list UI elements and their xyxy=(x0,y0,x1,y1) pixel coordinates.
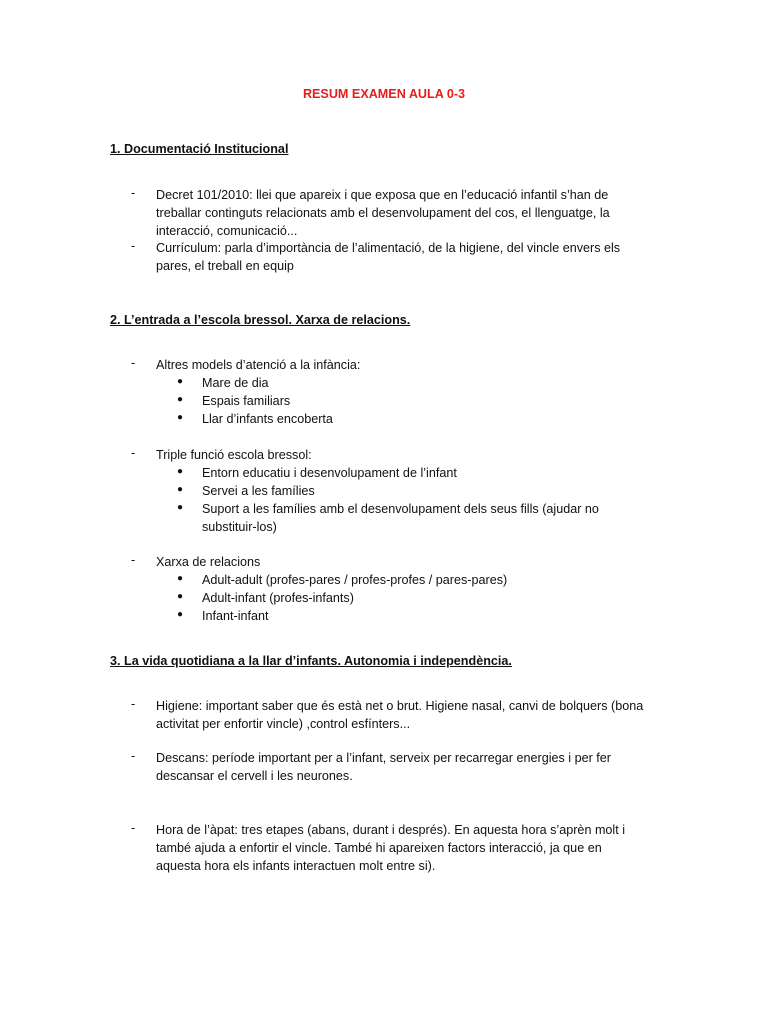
list-item xyxy=(156,239,676,275)
section-heading-3: 3. La vida quotidiana a la llar d’infants. Autonomia i independència. xyxy=(110,654,512,668)
list-item xyxy=(156,446,676,464)
bullet-marker: ● xyxy=(177,609,184,620)
list-item xyxy=(156,186,676,240)
text-line: Xarxa de relacions xyxy=(156,555,261,569)
list-item xyxy=(156,749,676,785)
bullet-marker: ● xyxy=(177,502,184,513)
text-line: interacció, comunicació... xyxy=(156,224,298,238)
text-line: Suport a les famílies amb el desenvolupament dels seus fills (ajudar no xyxy=(202,502,599,516)
sub-list-item xyxy=(202,374,642,392)
text-line: Triple funció escola bressol: xyxy=(156,448,312,462)
text-line: Entorn educatiu i desenvolupament de l’infant xyxy=(202,466,457,480)
section-heading-2: 2. L’entrada a l’escola bressol. Xarxa de relacions. xyxy=(110,313,411,327)
text-line: pares, el treball en equip xyxy=(156,259,294,273)
text-line: Descans: període important per a l’infant, serveix per recarregar energies i per fer xyxy=(156,751,611,765)
document-title: RESUM EXAMEN AULA 0-3 xyxy=(302,87,466,101)
section-heading-1: 1. Documentació Institucional xyxy=(110,142,289,156)
dash-marker: - xyxy=(131,239,136,253)
text-line: treballar continguts relacionats amb el desenvolupament del cos, el llenguatge, la xyxy=(156,206,610,220)
sub-list-item xyxy=(202,482,642,500)
bullet-marker: ● xyxy=(177,376,184,387)
list-item xyxy=(156,821,676,875)
text-line: Higiene: important saber que és està net o brut. Higiene nasal, canvi de bolquers (bona xyxy=(156,699,644,713)
sub-list-item xyxy=(202,392,642,410)
bullet-marker: ● xyxy=(177,573,184,584)
bullet-marker: ● xyxy=(177,466,184,477)
dash-marker: - xyxy=(131,749,136,763)
sub-list-item xyxy=(202,410,642,428)
text-line: també ajuda a enfortir el vincle. També hi apareixen factors interacció, ja que en xyxy=(156,841,602,855)
dash-marker: - xyxy=(131,446,136,460)
sub-list-item xyxy=(202,589,642,607)
text-line: Infant-infant xyxy=(202,609,269,623)
text-line: Altres models d’atenció a la infància: xyxy=(156,358,361,372)
text-line: Espais familiars xyxy=(202,394,291,408)
dash-marker: - xyxy=(131,356,136,370)
text-line: Adult-adult (profes-pares / profes-profes / pares-pares) xyxy=(202,573,508,587)
list-item xyxy=(156,356,676,374)
text-line: Hora de l’àpat: tres etapes (abans, durant i després). En aquesta hora s’aprèn molt i xyxy=(156,823,626,837)
text-line: Servei a les famílies xyxy=(202,484,315,498)
text-line: Decret 101/2010: llei que apareix i que exposa que en l’educació infantil s’han de xyxy=(156,188,609,202)
dash-marker: - xyxy=(131,821,136,835)
text-line: activitat per enfortir vincle) ,control esfínters... xyxy=(156,717,411,731)
dash-marker: - xyxy=(131,697,136,711)
bullet-marker: ● xyxy=(177,484,184,495)
bullet-marker: ● xyxy=(177,394,184,405)
bullet-marker: ● xyxy=(177,591,184,602)
dash-marker: - xyxy=(131,553,136,567)
list-item xyxy=(156,697,676,733)
dash-marker: - xyxy=(131,186,136,200)
sub-list-item xyxy=(202,607,642,625)
sub-list-item xyxy=(202,500,642,536)
sub-list-item xyxy=(202,464,642,482)
text-line: Llar d’infants encoberta xyxy=(202,412,333,426)
text-line: Mare de dia xyxy=(202,376,269,390)
text-line: aquesta hora els infants interactuen molt entre si). xyxy=(156,859,436,873)
text-line: Currículum: parla d’importància de l’alimentació, de la higiene, del vincle envers els xyxy=(156,241,621,255)
list-item xyxy=(156,553,676,571)
text-line: Adult-infant (profes-infants) xyxy=(202,591,354,605)
text-line: descansar el cervell i les neurones. xyxy=(156,769,353,783)
text-line: substituir-los) xyxy=(202,520,277,534)
bullet-marker: ● xyxy=(177,412,184,423)
sub-list-item xyxy=(202,571,642,589)
